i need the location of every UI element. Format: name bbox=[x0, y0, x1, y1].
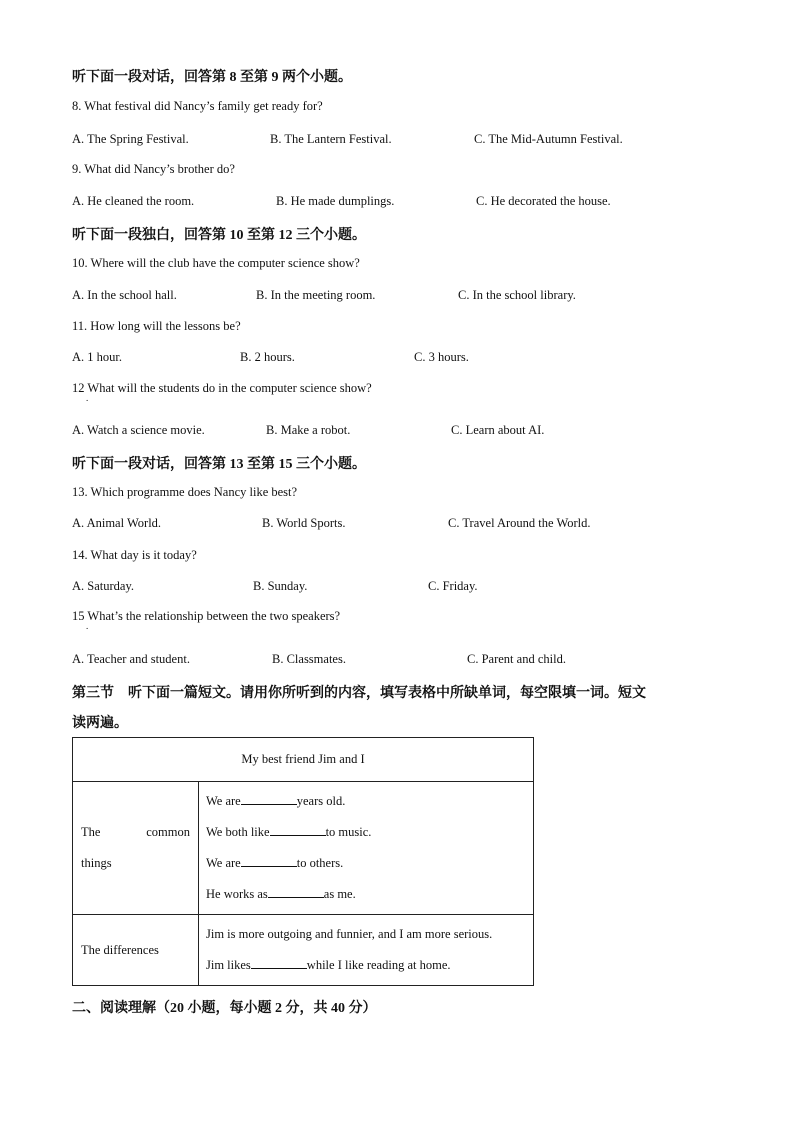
answer-blank[interactable] bbox=[241, 855, 297, 867]
option-13-a: A. Animal World. bbox=[72, 516, 162, 530]
option-10-b: B. In the meeting room. bbox=[256, 288, 376, 302]
question-8: 8. What festival did Nancy’s family get ready for? bbox=[72, 99, 323, 113]
stray-dot-mark: . bbox=[86, 621, 89, 631]
reading-section-heading: 二、阅读理解（20 小题，每小题 2 分，共 40 分） bbox=[72, 1001, 377, 1016]
table-title: My best friend Jim and I bbox=[73, 738, 534, 782]
section-heading-dialogue-8-9: 听下面一段对话，回答第 8 至第 9 两个小题。 bbox=[72, 70, 352, 85]
line-text: as me. bbox=[323, 887, 356, 901]
option-12-a: A. Watch a science movie. bbox=[72, 423, 205, 437]
option-8-c: C. The Mid-Autumn Festival. bbox=[474, 132, 623, 146]
table-line bbox=[206, 786, 533, 817]
question-12: 12 What will the students do in the computer science show? bbox=[72, 381, 372, 395]
option-9-c: C. He decorated the house. bbox=[476, 194, 611, 208]
option-10-a: A. In the school hall. bbox=[72, 288, 177, 302]
section-heading-dialogue-13-15: 听下面一段对话，回答第 13 至第 15 三个小题。 bbox=[72, 457, 366, 472]
option-12-b: B. Make a robot. bbox=[266, 423, 351, 437]
option-11-a: A. 1 hour. bbox=[72, 350, 122, 364]
stray-dot-mark: . bbox=[86, 393, 89, 403]
common-things-cell bbox=[199, 782, 534, 915]
line-text: We both like bbox=[206, 825, 270, 839]
line-text: We are bbox=[206, 856, 241, 870]
table-line: Jim is more outgoing and funnier, and I am more serious. bbox=[206, 927, 493, 941]
line-text: to music. bbox=[325, 825, 372, 839]
line-text: We are bbox=[206, 794, 241, 808]
question-14: 14. What day is it today? bbox=[72, 548, 197, 562]
question-9: 9. What did Nancy’s brother do? bbox=[72, 162, 235, 176]
option-13-c: C. Travel Around the World. bbox=[448, 516, 591, 530]
option-11-c: C. 3 hours. bbox=[414, 350, 469, 364]
part3-instruction-line1: 第三节 听下面一篇短文。请用你所听到的内容，填写表格中所缺单词，每空限填一词。短文 bbox=[72, 686, 646, 701]
table-line bbox=[206, 817, 533, 848]
option-9-b: B. He made dumplings. bbox=[276, 194, 395, 208]
row-label-differences: The differences bbox=[73, 915, 199, 986]
option-14-a: A. Saturday. bbox=[72, 579, 135, 593]
row-label-part: The bbox=[81, 825, 101, 839]
option-9-a: A. He cleaned the room. bbox=[72, 194, 195, 208]
table-line bbox=[206, 879, 533, 910]
fill-in-table bbox=[72, 737, 534, 986]
question-13: 13. Which programme does Nancy like best? bbox=[72, 485, 298, 499]
table-line bbox=[206, 950, 533, 981]
option-8-b: B. The Lantern Festival. bbox=[270, 132, 392, 146]
option-15-c: C. Parent and child. bbox=[467, 652, 566, 666]
line-text: Jim likes bbox=[206, 958, 251, 972]
line-text: to others. bbox=[296, 856, 344, 870]
option-15-b: B. Classmates. bbox=[272, 652, 346, 666]
row-label-part: things bbox=[81, 856, 112, 870]
section-heading-monologue-10-12: 听下面一段独白，回答第 10 至第 12 三个小题。 bbox=[72, 228, 366, 243]
option-15-a: A. Teacher and student. bbox=[72, 652, 190, 666]
answer-blank[interactable] bbox=[270, 824, 326, 836]
differences-cell bbox=[199, 915, 534, 986]
question-10: 10. Where will the club have the computer science show? bbox=[72, 256, 360, 270]
line-text: while I like reading at home. bbox=[306, 958, 451, 972]
option-8-a: A. The Spring Festival. bbox=[72, 132, 189, 146]
part3-instruction-line2: 读两遍。 bbox=[72, 716, 128, 731]
question-15: 15 What’s the relationship between the two speakers? bbox=[72, 609, 341, 623]
answer-blank[interactable] bbox=[251, 957, 307, 969]
option-13-b: B. World Sports. bbox=[262, 516, 346, 530]
table-line bbox=[206, 848, 533, 879]
row-label-common-things bbox=[73, 782, 199, 915]
line-text: years old. bbox=[296, 794, 346, 808]
question-11: 11. How long will the lessons be? bbox=[72, 319, 241, 333]
answer-blank[interactable] bbox=[268, 886, 324, 898]
answer-blank[interactable] bbox=[241, 793, 297, 805]
option-14-c: C. Friday. bbox=[428, 579, 478, 593]
row-label-part: common bbox=[146, 825, 190, 839]
line-text: He works as bbox=[206, 887, 268, 901]
option-12-c: C. Learn about AI. bbox=[451, 423, 545, 437]
option-14-b: B. Sunday. bbox=[253, 579, 308, 593]
option-10-c: C. In the school library. bbox=[458, 288, 576, 302]
option-11-b: B. 2 hours. bbox=[240, 350, 295, 364]
